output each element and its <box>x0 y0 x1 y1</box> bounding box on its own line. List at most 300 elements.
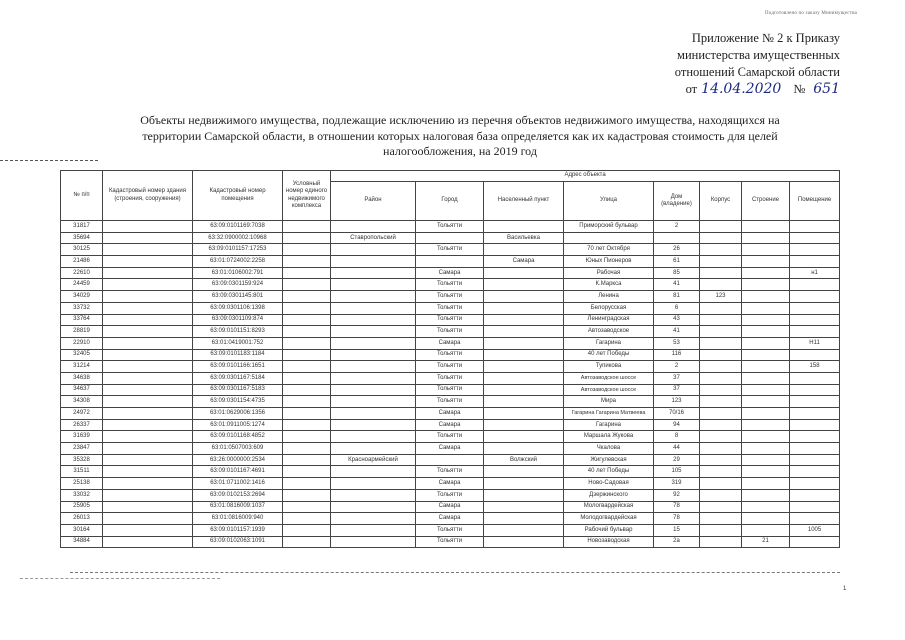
cell-street: Белорусская <box>564 302 654 314</box>
table-row <box>61 291 840 303</box>
cell-premise: 63:09:0101166:1651 <box>193 361 283 373</box>
cell-pomeshchenie <box>790 489 840 501</box>
cell-num: 28819 <box>61 326 103 338</box>
cell-street: Мира <box>564 396 654 408</box>
cell-stroenie <box>742 513 790 525</box>
cell-stroenie <box>742 443 790 455</box>
cell-stroenie <box>742 384 790 396</box>
cell-pomeshchenie: 1005 <box>790 524 840 536</box>
cell-korpus <box>700 396 742 408</box>
cell-settlement <box>484 361 564 373</box>
cell-settlement <box>484 431 564 443</box>
cell-korpus <box>700 302 742 314</box>
cell-conditional <box>283 244 331 256</box>
cell-stroenie <box>742 349 790 361</box>
cell-premise: 63:26:0000000:2534 <box>193 454 283 466</box>
cell-num: 35328 <box>61 454 103 466</box>
cell-stroenie <box>742 431 790 443</box>
cell-korpus: 123 <box>700 291 742 303</box>
cell-street: Гагарина <box>564 419 654 431</box>
cell-settlement <box>484 302 564 314</box>
cell-settlement <box>484 384 564 396</box>
cell-premise: 63:09:0301167:5184 <box>193 372 283 384</box>
col-conditional-header: Условный номер единого недвижимого комплекса <box>283 171 331 221</box>
cell-building <box>103 536 193 548</box>
table-row <box>61 384 840 396</box>
cell-pomeshchenie <box>790 454 840 466</box>
cell-city: Тольятти <box>416 361 484 373</box>
col-num-header: № п/п <box>61 171 103 221</box>
cell-korpus <box>700 221 742 233</box>
cell-street: Ленинградская <box>564 314 654 326</box>
cell-conditional <box>283 349 331 361</box>
cell-street: Мологвардейская <box>564 501 654 513</box>
cell-street: Жигулевская <box>564 454 654 466</box>
cell-street <box>564 232 654 244</box>
cell-conditional <box>283 372 331 384</box>
table-row <box>61 314 840 326</box>
cell-premise: 63:09:0102063:1091 <box>193 536 283 548</box>
cell-premise: 63:01:0911005:1274 <box>193 419 283 431</box>
cell-building <box>103 267 193 279</box>
cell-city: Тольятти <box>416 349 484 361</box>
cell-num: 31214 <box>61 361 103 373</box>
cell-building <box>103 443 193 455</box>
cell-korpus <box>700 489 742 501</box>
cell-city: Тольятти <box>416 524 484 536</box>
cell-street: Юных Пионеров <box>564 256 654 268</box>
cell-premise: 63:09:0301159:924 <box>193 279 283 291</box>
cell-premise: 63:01:0419001:752 <box>193 337 283 349</box>
cell-district <box>331 396 416 408</box>
handwritten-number: 651 <box>813 81 840 97</box>
cell-house: 78 <box>654 501 700 513</box>
cell-korpus <box>700 408 742 420</box>
cell-conditional <box>283 384 331 396</box>
cell-street: Дзержинского <box>564 489 654 501</box>
cell-district <box>331 443 416 455</box>
cell-house: 116 <box>654 349 700 361</box>
cell-pomeshchenie <box>790 326 840 338</box>
cell-stroenie <box>742 466 790 478</box>
cell-num: 30125 <box>61 244 103 256</box>
cell-num: 34308 <box>61 396 103 408</box>
cell-settlement <box>484 279 564 291</box>
table-row <box>61 279 840 291</box>
col-pomeshchenie-header: Помещение <box>790 182 840 221</box>
table-row <box>61 466 840 478</box>
cell-house: 29 <box>654 454 700 466</box>
cell-district <box>331 408 416 420</box>
cell-korpus <box>700 536 742 548</box>
table-row <box>61 361 840 373</box>
cell-num: 22910 <box>61 337 103 349</box>
cell-korpus <box>700 524 742 536</box>
cell-settlement: Волжский <box>484 454 564 466</box>
cell-conditional <box>283 443 331 455</box>
cell-pomeshchenie <box>790 443 840 455</box>
number-label: № <box>793 82 806 96</box>
appendix-date-line <box>640 81 840 98</box>
cell-city: Самара <box>416 501 484 513</box>
table-row <box>61 489 840 501</box>
cell-house: 94 <box>654 419 700 431</box>
cell-stroenie <box>742 372 790 384</box>
cell-building <box>103 361 193 373</box>
cell-pomeshchenie <box>790 396 840 408</box>
cell-house: 26 <box>654 244 700 256</box>
cell-premise: 63:09:0301106:1398 <box>193 302 283 314</box>
page-number: 1 <box>843 586 847 592</box>
cell-stroenie <box>742 408 790 420</box>
cell-premise: 63:01:0629006:1356 <box>193 408 283 420</box>
cell-settlement <box>484 326 564 338</box>
cell-pomeshchenie <box>790 256 840 268</box>
title-line-1: Объекты недвижимого имущества, подлежащие исключению из перечня объектов недвижимого имущества, находящихся на <box>140 113 780 127</box>
table-row <box>61 419 840 431</box>
cell-house: 2 <box>654 221 700 233</box>
cell-settlement <box>484 524 564 536</box>
cell-district <box>331 279 416 291</box>
table-row <box>61 408 840 420</box>
cell-conditional <box>283 314 331 326</box>
cell-building <box>103 524 193 536</box>
cell-city <box>416 256 484 268</box>
cell-city: Самара <box>416 513 484 525</box>
cell-stroenie <box>742 419 790 431</box>
scan-artifact-line <box>70 572 840 573</box>
cell-city: Тольятти <box>416 372 484 384</box>
cell-korpus <box>700 361 742 373</box>
cell-premise: 63:09:0101151:8293 <box>193 326 283 338</box>
cell-street: Новозаводская <box>564 536 654 548</box>
cell-premise: 63:01:0724002:2258 <box>193 256 283 268</box>
cell-house: 2 <box>654 361 700 373</box>
col-street-header: Улица <box>564 182 654 221</box>
cell-num: 22610 <box>61 267 103 279</box>
cell-building <box>103 232 193 244</box>
cell-building <box>103 384 193 396</box>
cell-stroenie <box>742 489 790 501</box>
cell-pomeshchenie <box>790 431 840 443</box>
cell-premise: 63:09:0101168:4852 <box>193 431 283 443</box>
cell-district <box>331 489 416 501</box>
cell-conditional <box>283 501 331 513</box>
table-row <box>61 372 840 384</box>
cell-house: 123 <box>654 396 700 408</box>
col-district-header: Район <box>331 182 416 221</box>
col-premise-header: Кадастровый номер помещения <box>193 171 283 221</box>
cell-korpus <box>700 232 742 244</box>
cell-house: 43 <box>654 314 700 326</box>
cell-building <box>103 513 193 525</box>
cell-korpus <box>700 267 742 279</box>
cell-house <box>654 232 700 244</box>
cell-korpus <box>700 443 742 455</box>
cell-premise: 63:09:0301154:4735 <box>193 396 283 408</box>
header-note: Подготовлено по заказу Минимущества <box>765 11 857 16</box>
cell-house: 61 <box>654 256 700 268</box>
document-title <box>80 113 840 160</box>
cell-house: 41 <box>654 326 700 338</box>
cell-num: 32405 <box>61 349 103 361</box>
cell-conditional <box>283 489 331 501</box>
cell-settlement: Самара <box>484 256 564 268</box>
cell-korpus <box>700 279 742 291</box>
cell-premise: 63:32:0900002:10968 <box>193 232 283 244</box>
title-line-2: территории Самарской области, в отношении которых налоговая база определяется как их кадастровая стоимость для целей <box>142 128 778 143</box>
table-row <box>61 232 840 244</box>
cell-building <box>103 419 193 431</box>
cell-settlement <box>484 244 564 256</box>
cell-num: 24459 <box>61 279 103 291</box>
cell-korpus <box>700 501 742 513</box>
cell-num: 34637 <box>61 384 103 396</box>
cell-conditional <box>283 419 331 431</box>
cell-num: 25905 <box>61 501 103 513</box>
cell-settlement <box>484 291 564 303</box>
cell-city: Самара <box>416 443 484 455</box>
cell-building <box>103 291 193 303</box>
table-row <box>61 396 840 408</box>
cell-pomeshchenie: Н11 <box>790 337 840 349</box>
cell-district <box>331 501 416 513</box>
cell-num: 33732 <box>61 302 103 314</box>
cell-pomeshchenie <box>790 279 840 291</box>
cell-house: 92 <box>654 489 700 501</box>
cell-house: 37 <box>654 372 700 384</box>
cell-house: 53 <box>654 337 700 349</box>
cell-city: Тольятти <box>416 466 484 478</box>
cell-district: Ставропольский <box>331 232 416 244</box>
cell-conditional <box>283 478 331 490</box>
objects-table <box>60 170 840 548</box>
cell-district <box>331 478 416 490</box>
cell-street: Маршала Жукова <box>564 431 654 443</box>
cell-num: 34029 <box>61 291 103 303</box>
cell-building <box>103 408 193 420</box>
cell-premise: 63:09:0101157:1939 <box>193 524 283 536</box>
appendix-line-1: Приложение № 2 к Приказу <box>691 31 840 45</box>
handwritten-date: 14.04.2020 <box>701 81 782 97</box>
cell-num: 26337 <box>61 419 103 431</box>
cell-num: 23847 <box>61 443 103 455</box>
cell-premise: 63:09:0101157:17253 <box>193 244 283 256</box>
cell-premise: 63:09:0301109:874 <box>193 314 283 326</box>
table-row <box>61 443 840 455</box>
cell-conditional <box>283 302 331 314</box>
cell-district <box>331 419 416 431</box>
cell-street: Гагарина Гагарина Матвеева <box>564 408 654 420</box>
cell-settlement <box>484 419 564 431</box>
cell-stroenie <box>742 279 790 291</box>
cell-stroenie <box>742 337 790 349</box>
cell-street: Чкалова <box>564 443 654 455</box>
cell-stroenie <box>742 478 790 490</box>
cell-pomeshchenie <box>790 221 840 233</box>
cell-district <box>331 291 416 303</box>
col-korpus-header: Корпус <box>700 182 742 221</box>
cell-stroenie: 21 <box>742 536 790 548</box>
cell-conditional <box>283 267 331 279</box>
table-row <box>61 244 840 256</box>
cell-house: 85 <box>654 267 700 279</box>
cell-street: Ново-Садовая <box>564 478 654 490</box>
cell-street: Автозаводское <box>564 326 654 338</box>
cell-pomeshchenie <box>790 513 840 525</box>
cell-street: 40 лет Победы <box>564 466 654 478</box>
cell-premise: 63:09:0102153:2694 <box>193 489 283 501</box>
cell-building <box>103 326 193 338</box>
cell-pomeshchenie: н1 <box>790 267 840 279</box>
cell-district <box>331 256 416 268</box>
cell-settlement <box>484 221 564 233</box>
cell-premise: 63:09:0101167:4691 <box>193 466 283 478</box>
cell-stroenie <box>742 302 790 314</box>
cell-street: Ленина <box>564 291 654 303</box>
cell-building <box>103 466 193 478</box>
scan-artifact-line <box>0 160 98 161</box>
cell-district <box>331 431 416 443</box>
cell-pomeshchenie <box>790 536 840 548</box>
cell-settlement <box>484 372 564 384</box>
cell-house: 105 <box>654 466 700 478</box>
col-stroenie-header: Строение <box>742 182 790 221</box>
table-row <box>61 431 840 443</box>
appendix-line-3: отношений Самарской области <box>674 65 840 79</box>
cell-building <box>103 372 193 384</box>
cell-num: 33032 <box>61 489 103 501</box>
cell-house: 15 <box>654 524 700 536</box>
cell-conditional <box>283 454 331 466</box>
table-row <box>61 513 840 525</box>
cell-stroenie <box>742 221 790 233</box>
cell-house: 81 <box>654 291 700 303</box>
cell-street: Тупикова <box>564 361 654 373</box>
cell-korpus <box>700 466 742 478</box>
cell-district <box>331 524 416 536</box>
col-building-header: Кадастровый номер здания (строения, сооружения) <box>103 171 193 221</box>
cell-pomeshchenie <box>790 384 840 396</box>
cell-stroenie <box>742 267 790 279</box>
cell-street: Приморский бульвар <box>564 221 654 233</box>
cell-korpus <box>700 454 742 466</box>
cell-conditional <box>283 396 331 408</box>
cell-pomeshchenie <box>790 466 840 478</box>
cell-settlement <box>484 337 564 349</box>
cell-building <box>103 244 193 256</box>
cell-district <box>331 221 416 233</box>
cell-settlement <box>484 466 564 478</box>
cell-house: 44 <box>654 443 700 455</box>
cell-stroenie <box>742 361 790 373</box>
cell-stroenie <box>742 396 790 408</box>
cell-pomeshchenie <box>790 419 840 431</box>
cell-pomeshchenie <box>790 314 840 326</box>
cell-city <box>416 232 484 244</box>
cell-city: Самара <box>416 408 484 420</box>
cell-district <box>331 244 416 256</box>
table-row <box>61 337 840 349</box>
cell-conditional <box>283 232 331 244</box>
cell-stroenie <box>742 326 790 338</box>
cell-num: 31817 <box>61 221 103 233</box>
cell-city <box>416 454 484 466</box>
cell-building <box>103 337 193 349</box>
cell-city: Самара <box>416 267 484 279</box>
cell-pomeshchenie <box>790 408 840 420</box>
cell-num: 34638 <box>61 372 103 384</box>
table-row <box>61 524 840 536</box>
cell-conditional <box>283 326 331 338</box>
cell-settlement <box>484 501 564 513</box>
cell-street: К.Маркса <box>564 279 654 291</box>
cell-stroenie <box>742 232 790 244</box>
cell-num: 26013 <box>61 513 103 525</box>
table-row <box>61 536 840 548</box>
cell-street: Рабочий бульвар <box>564 524 654 536</box>
table-row <box>61 501 840 513</box>
cell-city: Самара <box>416 337 484 349</box>
cell-district <box>331 302 416 314</box>
table-row <box>61 221 840 233</box>
cell-building <box>103 279 193 291</box>
cell-district <box>331 372 416 384</box>
cell-city: Тольятти <box>416 489 484 501</box>
cell-street: Автозаводское шоссе <box>564 372 654 384</box>
cell-building <box>103 302 193 314</box>
cell-korpus <box>700 419 742 431</box>
cell-korpus <box>700 314 742 326</box>
cell-city: Тольятти <box>416 396 484 408</box>
cell-district <box>331 314 416 326</box>
cell-settlement <box>484 489 564 501</box>
cell-pomeshchenie <box>790 501 840 513</box>
cell-stroenie <box>742 524 790 536</box>
cell-korpus <box>700 478 742 490</box>
cell-num: 31511 <box>61 466 103 478</box>
cell-settlement <box>484 513 564 525</box>
cell-district <box>331 361 416 373</box>
cell-conditional <box>283 524 331 536</box>
table-body <box>61 221 840 548</box>
cell-house: 2а <box>654 536 700 548</box>
cell-district: Красноармейский <box>331 454 416 466</box>
cell-pomeshchenie <box>790 232 840 244</box>
cell-house: 6 <box>654 302 700 314</box>
cell-num: 35694 <box>61 232 103 244</box>
scan-artifact-line <box>20 578 220 579</box>
cell-pomeshchenie <box>790 349 840 361</box>
cell-conditional <box>283 291 331 303</box>
cell-district <box>331 326 416 338</box>
cell-city: Тольятти <box>416 291 484 303</box>
cell-building <box>103 454 193 466</box>
cell-conditional <box>283 256 331 268</box>
cell-street: 70 лет Октября <box>564 244 654 256</box>
cell-conditional <box>283 279 331 291</box>
cell-district <box>331 466 416 478</box>
cell-conditional <box>283 513 331 525</box>
cell-settlement <box>484 408 564 420</box>
cell-pomeshchenie <box>790 291 840 303</box>
cell-city: Самара <box>416 478 484 490</box>
cell-conditional <box>283 408 331 420</box>
table-row <box>61 256 840 268</box>
cell-num: 34884 <box>61 536 103 548</box>
table-row <box>61 349 840 361</box>
table-row <box>61 326 840 338</box>
